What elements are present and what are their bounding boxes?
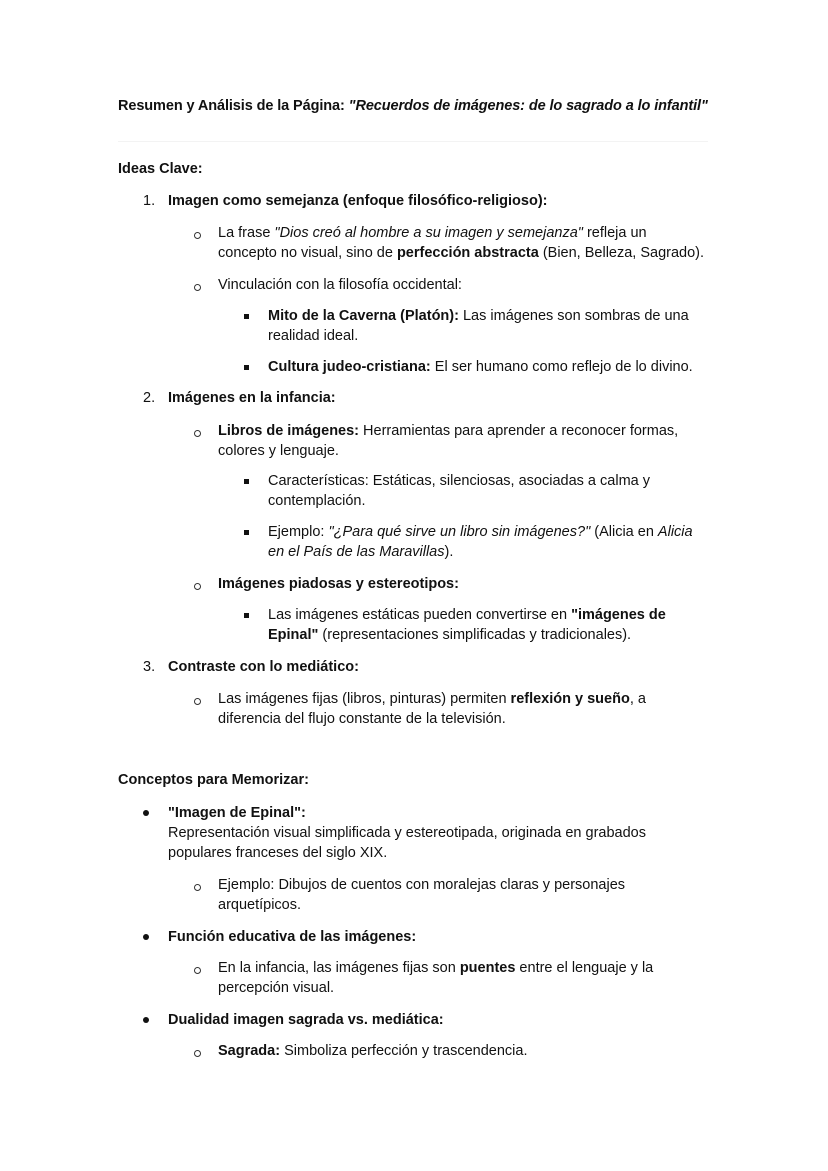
circle-bullet-icon	[194, 583, 201, 590]
list-item-text: La frase "Dios creó al hombre a su imagen y semejanza" refleja un	[218, 225, 647, 241]
list-item-text: Cultura judeo-cristiana: El ser humano como reflejo de lo divino.	[268, 359, 693, 375]
list-item-text: Epinal" (representaciones simplificadas y tradicionales).	[268, 627, 632, 643]
square-bullet-icon	[244, 530, 249, 535]
list-item-text: contemplación.	[268, 493, 366, 509]
list-item-text: Ejemplo: "¿Para qué sirve un libro sin imágenes?" (Alicia en Alicia	[268, 524, 693, 540]
list-item-text: Características: Estáticas, silenciosas, asociadas a calma y	[268, 473, 650, 489]
list-item-text: En la infancia, las imágenes fijas son puentes entre el lenguaje y la	[218, 960, 654, 976]
list-item-text: Mito de la Caverna (Platón): Las imágenes son sombras de una	[268, 308, 689, 324]
list-item-text: concepto no visual, sino de perfección abstracta (Bien, Belleza, Sagrado).	[218, 245, 705, 261]
list-item-text: Las imágenes estáticas pueden convertirse en "imágenes de	[268, 607, 666, 623]
bullet-dot-icon	[143, 934, 149, 940]
list-item-label: Imágenes en la infancia:	[168, 390, 336, 406]
section-heading-conceptos: Conceptos para Memorizar:	[118, 772, 309, 788]
circle-bullet-icon	[194, 284, 201, 291]
list-item-text: en el País de las Maravillas).	[268, 544, 454, 560]
list-item-text: arquetípicos.	[218, 897, 302, 913]
circle-bullet-icon	[194, 430, 201, 437]
list-item-label: Imágenes piadosas y estereotipos:	[218, 576, 459, 592]
bullet-dot-icon	[143, 1017, 149, 1023]
section-heading-ideas-clave: Ideas Clave:	[118, 161, 203, 177]
list-item-label: Imagen como semejanza (enfoque filosófico-religioso):	[168, 193, 548, 209]
list-item-text: Representación visual simplificada y estereotipada, originada en grabados	[168, 825, 646, 841]
page-title	[118, 98, 708, 114]
list-item-text: populares franceses del siglo XIX.	[168, 845, 388, 861]
list-item-label: "Imagen de Epinal":	[168, 805, 306, 821]
bullet-dot-icon	[143, 810, 149, 816]
divider	[118, 141, 708, 142]
list-item-text: Ejemplo: Dibujos de cuentos con moralejas claras y personajes	[218, 877, 626, 893]
list-item-label: Contraste con lo mediático:	[168, 659, 359, 675]
list-number: 3.	[143, 659, 156, 675]
list-number: 1.	[143, 193, 156, 209]
list-number: 2.	[143, 390, 156, 406]
circle-bullet-icon	[194, 698, 201, 705]
square-bullet-icon	[244, 479, 249, 484]
circle-bullet-icon	[194, 1050, 201, 1057]
title-quoted: "Recuerdos de imágenes: de lo sagrado a lo infantil"	[348, 98, 708, 114]
list-item-text: diferencia del flujo constante de la televisión.	[218, 711, 506, 727]
square-bullet-icon	[244, 365, 249, 370]
circle-bullet-icon	[194, 232, 201, 239]
circle-bullet-icon	[194, 884, 201, 891]
list-item-text: Las imágenes fijas (libros, pinturas) permiten reflexión y sueño, a	[218, 691, 646, 707]
list-item-text: Vinculación con la filosofía occidental:	[218, 277, 462, 293]
list-item-label: Función educativa de las imágenes:	[168, 929, 417, 945]
circle-bullet-icon	[194, 967, 201, 974]
list-item-text: Libros de imágenes: Herramientas para aprender a reconocer formas,	[218, 423, 679, 439]
square-bullet-icon	[244, 314, 249, 319]
square-bullet-icon	[244, 613, 249, 618]
list-item-text: Sagrada: Simboliza perfección y trascendencia.	[218, 1043, 528, 1059]
title-prefix: Resumen y Análisis de la Página:	[118, 98, 349, 114]
list-item-text: realidad ideal.	[268, 328, 359, 344]
list-item-label: Dualidad imagen sagrada vs. mediática:	[168, 1012, 444, 1028]
list-item-text: colores y lenguaje.	[218, 443, 339, 459]
list-item-text: percepción visual.	[218, 980, 335, 996]
